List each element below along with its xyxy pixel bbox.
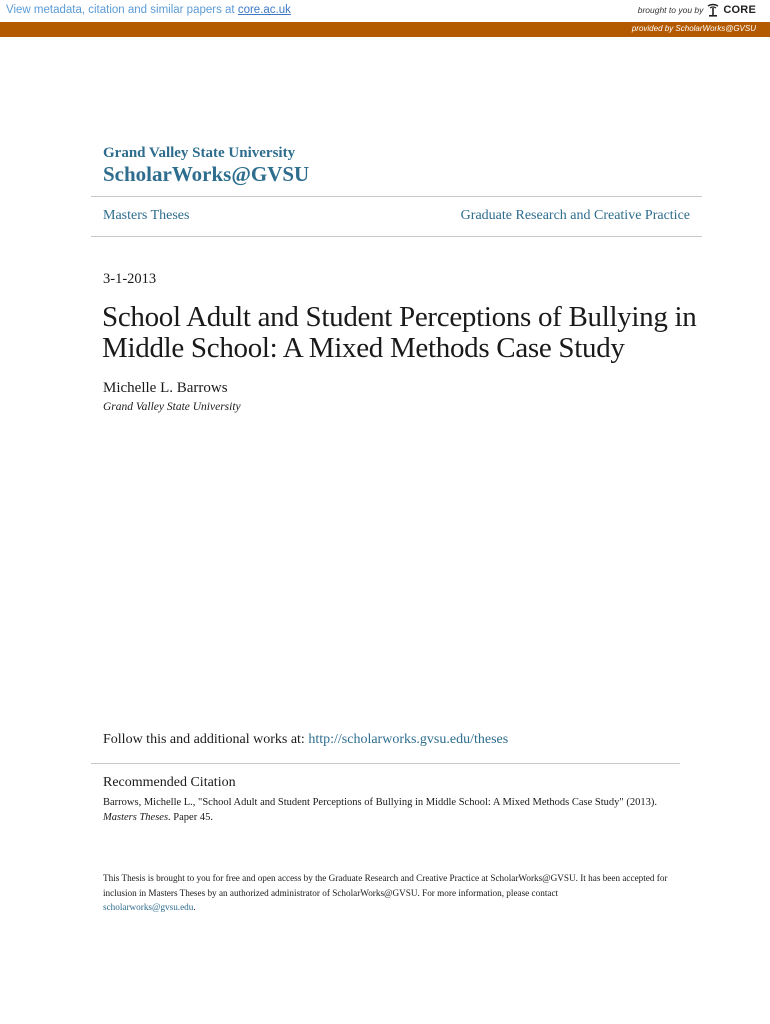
brought-to-you-text: brought to you by [637,5,704,15]
notice-text: This Thesis is brought to you for free and open access by the Graduate Research and Creative Practice at ScholarWorks@GVSU. It has been accepted for inclusion in Masters Theses by an authorized administrator of ScholarWorks@GVSU. For more information, please contact [103,873,668,898]
core-metadata-prefix: View metadata, citation and similar papers at [6,4,238,16]
divider-middle [91,236,702,237]
follow-prefix: Follow this and additional works at: [103,732,309,747]
repository-name[interactable]: ScholarWorks@GVSU [103,162,310,186]
theses-url-link[interactable]: http://scholarworks.gvsu.edu/theses [308,732,509,747]
unit-link[interactable]: Graduate Research and Creative Practice [460,208,690,223]
series-link[interactable]: Masters Theses [103,208,190,223]
divider-top [91,196,702,197]
core-link[interactable]: core.ac.uk [237,4,291,16]
citation-text [103,796,693,825]
contact-email-link[interactable]: scholarworks@gvsu.edu [103,902,194,912]
citation-series: Masters Theses [103,811,169,823]
publication-date: 3-1-2013 [103,271,157,287]
core-branding[interactable] [638,3,756,17]
core-provider-bar [0,22,770,37]
citation-line: Barrows, Michelle L., "School Adult and Student Perceptions of Bullying in Middle School: A Mixed Methods Case Study" (2013). [103,797,657,808]
access-notice [103,871,693,915]
citation-paper: . Paper 45. [168,811,213,823]
notice-end: . [193,902,196,912]
divider-bottom [91,763,680,764]
recommended-citation-heading: Recommended Citation [103,775,236,790]
thesis-title: School Adult and Student Perceptions of Bullying in Middle School: A Mixed Methods Case Study [102,301,697,364]
core-metadata-line [6,4,291,16]
provided-by-text: provided by ScholarWorks@GVSU [631,24,756,33]
author-affiliation: Grand Valley State University [103,401,241,413]
core-logo-word: CORE [723,4,756,16]
author-name: Michelle L. Barrows [103,380,228,396]
core-logo-icon [707,3,719,17]
institution-name: Grand Valley State University [103,145,296,161]
core-header [0,0,770,22]
follow-line [103,732,508,748]
